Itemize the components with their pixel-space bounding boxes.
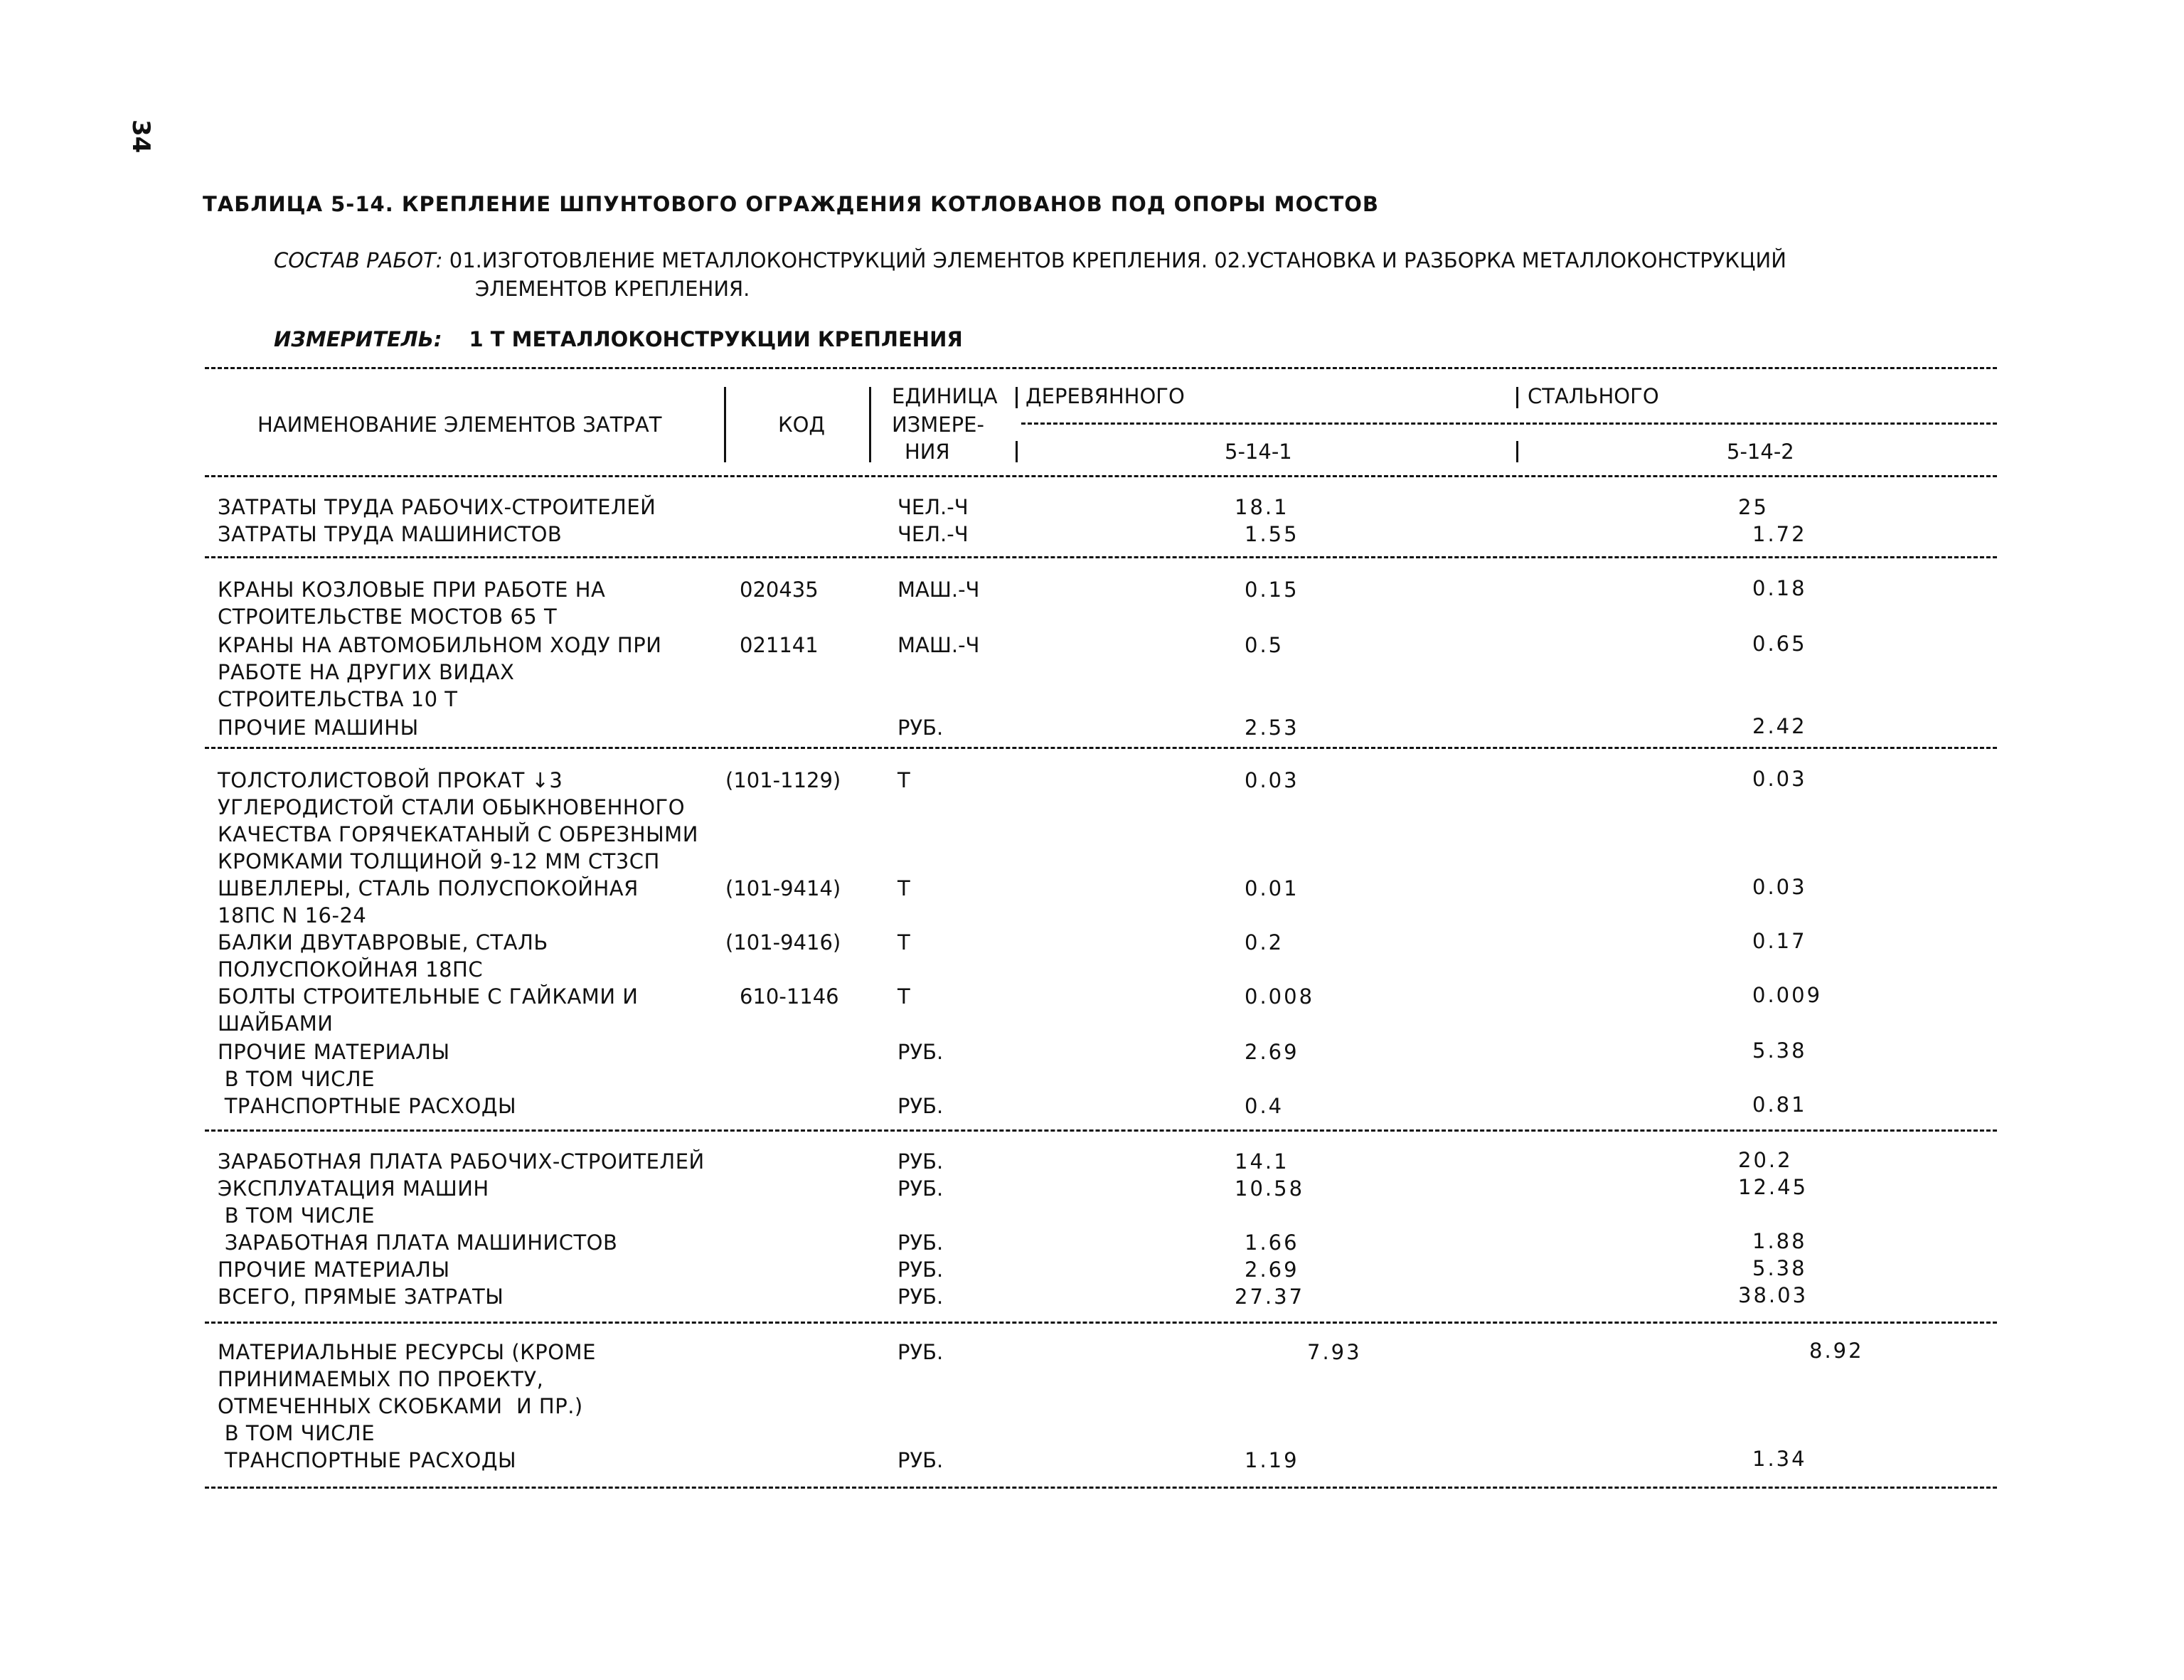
row-value-2: 25: [1738, 495, 1769, 519]
row-name: РАБОТЕ НА ДРУГИХ ВИДАХ: [218, 660, 515, 684]
row-code: 020435: [740, 578, 819, 602]
row-value-2: 5.38: [1752, 1038, 1807, 1063]
row-name: ПРОЧИЕ МАТЕРИАЛЫ: [218, 1258, 450, 1282]
row-unit: РУБ.: [897, 1258, 944, 1282]
row-name: В ТОМ ЧИСЛЕ: [218, 1421, 375, 1445]
row-unit: РУБ.: [897, 1094, 944, 1118]
row-unit: РУБ.: [897, 1176, 944, 1201]
meter-value: 1 Т МЕТАЛЛОКОНСТРУКЦИИ КРЕПЛЕНИЯ: [469, 327, 963, 351]
row-value-1: 0.008: [1245, 984, 1315, 1009]
row-unit: РУБ.: [897, 716, 944, 740]
group-rule: [205, 1322, 1997, 1324]
row-value-1: 0.15: [1245, 578, 1299, 602]
row-value-2: 38.03: [1738, 1283, 1809, 1307]
row-name: ПРИНИМАЕМЫХ ПО ПРОЕКТУ,: [218, 1367, 544, 1391]
group-rule: [205, 1129, 1997, 1132]
row-name: КРАНЫ КОЗЛОВЫЕ ПРИ РАБОТЕ НА: [218, 578, 606, 602]
row-name: ТОЛСТОЛИСТОВОЙ ПРОКАТ ↓3: [218, 768, 563, 792]
row-unit: Т: [897, 984, 910, 1009]
header-divider: [724, 387, 726, 462]
row-value-2: 0.18: [1752, 576, 1807, 600]
meter-label: ИЗМЕРИТЕЛЬ:: [274, 327, 442, 351]
header-col-1: 5-14-1: [1225, 440, 1292, 464]
row-value-2: 1.34: [1752, 1447, 1807, 1471]
row-unit: МАШ.-Ч: [897, 578, 980, 602]
row-name: ВСЕГО, ПРЯМЫЕ ЗАТРАТЫ: [218, 1285, 504, 1309]
row-name: ТРАНСПОРТНЫЕ РАСХОДЫ: [218, 1448, 517, 1472]
row-name: ПРОЧИЕ МАШИНЫ: [218, 716, 419, 740]
row-unit: Т: [897, 876, 910, 900]
row-name: ТРАНСПОРТНЫЕ РАСХОДЫ: [218, 1094, 517, 1118]
row-unit: МАШ.-Ч: [897, 633, 980, 657]
row-value-1: 1.19: [1245, 1448, 1299, 1472]
table-title: ТАБЛИЦА 5-14. КРЕПЛЕНИЕ ШПУНТОВОГО ОГРАЖДЕНИЯ КОТЛОВАНОВ ПОД ОПОРЫ МОСТОВ: [203, 192, 1379, 216]
row-value-1: 18.1: [1235, 495, 1289, 519]
row-unit: РУБ.: [897, 1448, 944, 1472]
group-rule: [205, 747, 1997, 749]
header-divider: [869, 387, 871, 462]
row-value-1: 0.2: [1245, 930, 1284, 955]
header-bottom-rule: [205, 475, 1997, 477]
row-unit: РУБ.: [897, 1285, 944, 1309]
header-unit-3: НИЯ: [905, 440, 950, 464]
row-value-2: 1.72: [1752, 522, 1807, 546]
row-value-2: 5.38: [1752, 1256, 1807, 1280]
row-value-1: 0.01: [1245, 876, 1299, 900]
row-name: БОЛТЫ СТРОИТЕЛЬНЫЕ С ГАЙКАМИ И: [218, 984, 639, 1009]
row-name: ЗАТРАТЫ ТРУДА РАБОЧИХ-СТРОИТЕЛЕЙ: [218, 495, 656, 519]
row-unit: РУБ.: [897, 1340, 944, 1364]
row-code: (101-9414): [725, 876, 841, 900]
header-divider: [1516, 441, 1518, 462]
page-number: 34: [127, 119, 155, 154]
row-name: В ТОМ ЧИСЛЕ: [218, 1203, 375, 1228]
row-value-2: 0.03: [1752, 875, 1807, 899]
header-wooden: ДЕРЕВЯННОГО: [1026, 384, 1185, 408]
row-value-2: 20.2: [1738, 1148, 1793, 1172]
row-name: УГЛЕРОДИСТОЙ СТАЛИ ОБЫКНОВЕННОГО: [218, 795, 686, 819]
row-code: (101-1129): [725, 768, 841, 792]
group-rule: [205, 556, 1997, 558]
row-value-1: 27.37: [1235, 1285, 1305, 1309]
header-name: НАИМЕНОВАНИЕ ЭЛЕМЕНТОВ ЗАТРАТ: [257, 413, 662, 437]
composition-line-1: 01.ИЗГОТОВЛЕНИЕ МЕТАЛЛОКОНСТРУКЦИЙ ЭЛЕМЕНТОВ КРЕПЛЕНИЯ. 02.УСТАНОВКА И РАЗБОРКА МЕТАЛЛОКОНСТРУКЦИЙ: [449, 248, 1786, 272]
row-value-2: 1.88: [1752, 1229, 1807, 1253]
row-value-1: 10.58: [1235, 1176, 1305, 1201]
row-name: 18ПС N 16-24: [218, 903, 367, 927]
row-name: КАЧЕСТВА ГОРЯЧЕКАТАНЫЙ С ОБРЕЗНЫМИ: [218, 822, 698, 846]
row-value-2: 0.009: [1752, 983, 1823, 1007]
row-value-1: 0.4: [1245, 1094, 1284, 1118]
row-value-1: 0.5: [1245, 633, 1284, 657]
row-name: В ТОМ ЧИСЛЕ: [218, 1067, 375, 1091]
row-name: ЗАРАБОТНАЯ ПЛАТА МАШИНИСТОВ: [218, 1230, 618, 1255]
row-name: ШАЙБАМИ: [218, 1011, 334, 1036]
row-name: КРОМКАМИ ТОЛЩИНОЙ 9-12 ММ СТ3СП: [218, 849, 660, 873]
composition-line-2: ЭЛЕМЕНТОВ КРЕПЛЕНИЯ.: [475, 277, 750, 301]
table-top-rule: [205, 367, 1997, 369]
row-value-1: 2.69: [1245, 1040, 1299, 1064]
row-name: ПРОЧИЕ МАТЕРИАЛЫ: [218, 1040, 450, 1064]
row-name: СТРОИТЕЛЬСТВА 10 Т: [218, 687, 458, 711]
composition-label: СОСТАВ РАБОТ:: [274, 248, 443, 272]
row-value-1: 1.55: [1245, 522, 1299, 546]
row-unit: РУБ.: [897, 1040, 944, 1064]
row-name: ЗАРАБОТНАЯ ПЛАТА РАБОЧИХ-СТРОИТЕЛЕЙ: [218, 1149, 705, 1174]
row-name: ШВЕЛЛЕРЫ, СТАЛЬ ПОЛУСПОКОЙНАЯ: [218, 876, 639, 900]
row-code: (101-9416): [725, 930, 841, 955]
row-unit: РУБ.: [897, 1230, 944, 1255]
row-value-2: 0.17: [1752, 929, 1807, 953]
row-unit: ЧЕЛ.-Ч: [897, 495, 969, 519]
row-name: МАТЕРИАЛЬНЫЕ РЕСУРСЫ (КРОМЕ: [218, 1340, 596, 1364]
header-sub-rule: [1021, 422, 1997, 425]
meter: [274, 327, 963, 351]
row-name: БАЛКИ ДВУТАВРОВЫЕ, СТАЛЬ: [218, 930, 548, 955]
row-value-2: 0.03: [1752, 767, 1807, 791]
row-name: ОТМЕЧЕННЫХ СКОБКАМИ И ПР.): [218, 1394, 583, 1418]
row-name: ЗАТРАТЫ ТРУДА МАШИНИСТОВ: [218, 522, 563, 546]
header-divider: [1016, 441, 1018, 462]
header-col-2: 5-14-2: [1727, 440, 1794, 464]
header-unit-1: ЕДИНИЦА: [892, 384, 998, 408]
row-unit: РУБ.: [897, 1149, 944, 1174]
row-name: СТРОИТЕЛЬСТВЕ МОСТОВ 65 Т: [218, 605, 558, 629]
header-divider: [1016, 387, 1018, 408]
row-name: ЭКСПЛУАТАЦИЯ МАШИН: [218, 1176, 489, 1201]
row-value-1: 2.53: [1245, 716, 1299, 740]
row-value-1: 0.03: [1245, 768, 1299, 792]
row-unit: Т: [897, 930, 910, 955]
row-name: КРАНЫ НА АВТОМОБИЛЬНОМ ХОДУ ПРИ: [218, 633, 662, 657]
row-value-2: 0.81: [1752, 1092, 1807, 1117]
row-value-1: 14.1: [1235, 1149, 1289, 1174]
row-unit: ЧЕЛ.-Ч: [897, 522, 969, 546]
row-value-1: 1.66: [1245, 1230, 1299, 1255]
row-value-1: 7.93: [1307, 1340, 1362, 1364]
row-value-1: 2.69: [1245, 1258, 1299, 1282]
row-value-2: 2.42: [1752, 714, 1807, 738]
row-value-2: 8.92: [1809, 1339, 1864, 1363]
row-value-2: 12.45: [1738, 1175, 1809, 1199]
header-divider: [1516, 387, 1518, 408]
header-code: КОД: [778, 413, 826, 437]
work-composition: [274, 246, 1786, 303]
row-value-2: 0.65: [1752, 632, 1807, 656]
row-code: 610-1146: [740, 984, 839, 1009]
header-steel: СТАЛЬНОГО: [1528, 384, 1659, 408]
row-code: 021141: [740, 633, 819, 657]
header-unit-2: ИЗМЕРЕ-: [892, 413, 984, 437]
row-unit: Т: [897, 768, 910, 792]
row-name: ПОЛУСПОКОЙНАЯ 18ПС: [218, 957, 484, 982]
table-bottom-rule: [205, 1487, 1997, 1489]
